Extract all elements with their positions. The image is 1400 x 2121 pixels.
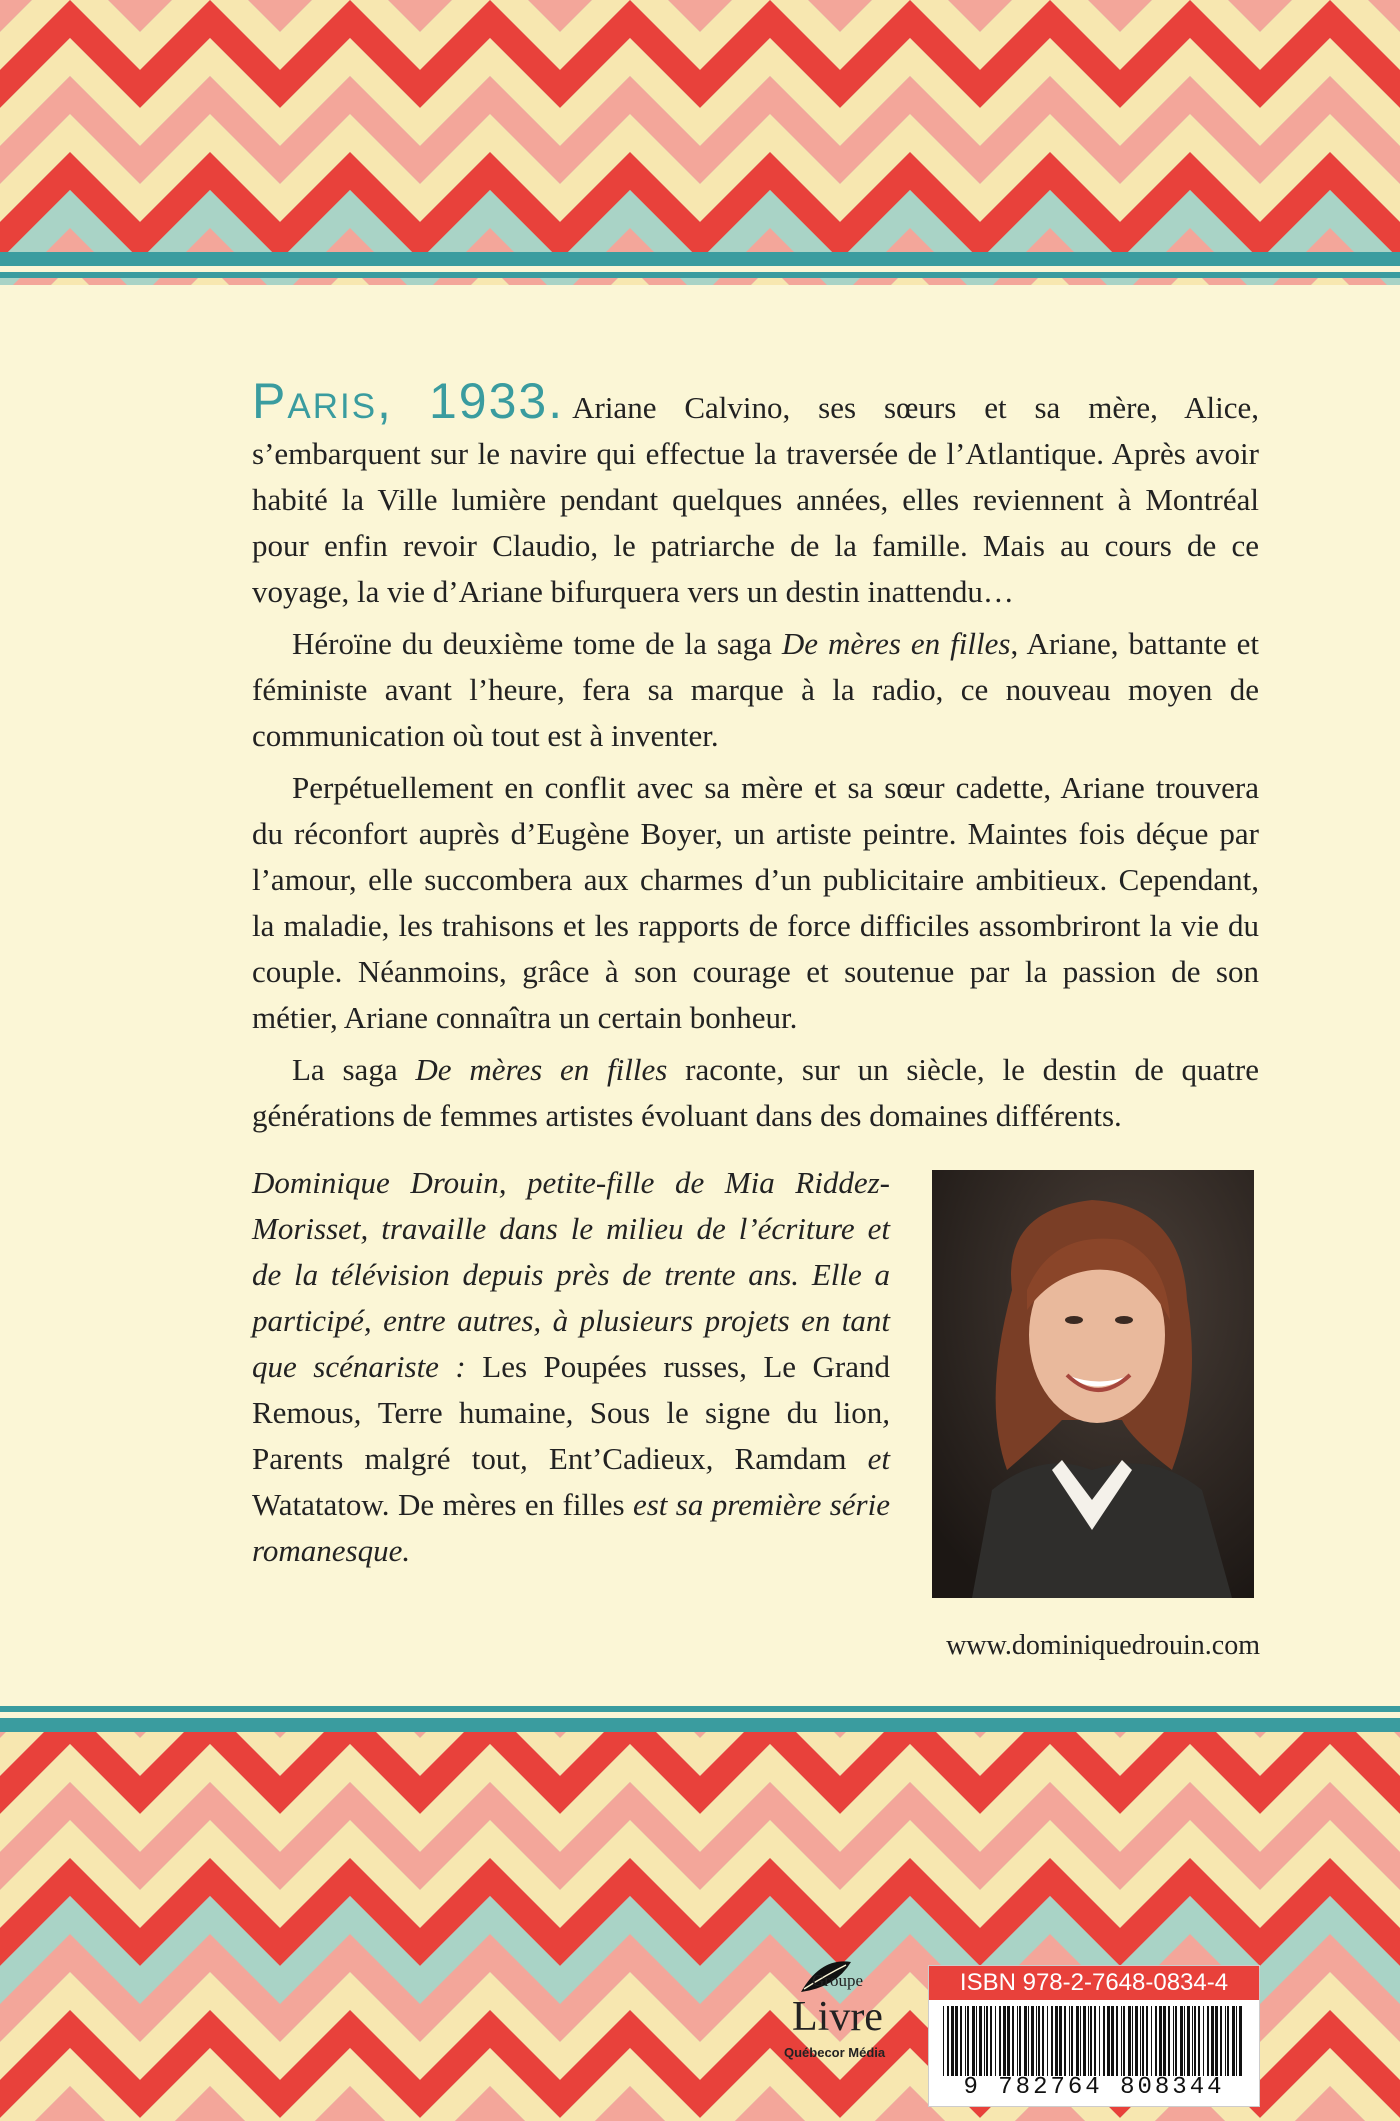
barcode-bar bbox=[1168, 2006, 1170, 2076]
barcode-bar bbox=[1099, 2006, 1100, 2076]
teal-border-stripe bbox=[0, 1712, 1400, 1718]
barcode-bar bbox=[1159, 2006, 1162, 2076]
teal-border-stripe bbox=[0, 1718, 1400, 1732]
blurb-paragraph-4 bbox=[252, 1047, 1259, 1139]
barcode-bar bbox=[1036, 2006, 1037, 2076]
barcode-bar bbox=[1031, 2006, 1034, 2076]
series-title: De mères en filles bbox=[397, 1487, 625, 1522]
barcode-bar bbox=[1007, 2006, 1010, 2076]
blurb-p1-text: Ariane Calvino, ses sœurs et sa mère, Alice, s’embarquent sur le navire qui effectue la traversée de l’Atlantique. Après avoir habité la Ville lumière pendant quelques années, elles reviennent à Montréal pour enfin revoir Claudio, le patriarche de la famille. Mais au cours de ce voyage, la vie d’Ariane bifurquera vers un destin inattendu… bbox=[252, 390, 1259, 609]
barcode-bar bbox=[1090, 2006, 1092, 2076]
barcode-bar bbox=[1083, 2006, 1086, 2076]
show-title: Le Grand Remous bbox=[252, 1349, 891, 1430]
author-bio bbox=[252, 1160, 890, 1574]
bio-separator: , bbox=[882, 1395, 891, 1430]
show-title: Ramdam bbox=[734, 1441, 847, 1476]
barcode-bar bbox=[1103, 2006, 1105, 2076]
show-title: Ent’Cadieux bbox=[548, 1441, 706, 1476]
barcode-bar bbox=[1088, 2006, 1089, 2076]
barcode-bar bbox=[1225, 2006, 1226, 2076]
teal-border-stripe bbox=[0, 1706, 1400, 1712]
barcode-bar bbox=[984, 2006, 985, 2076]
barcode-bar bbox=[965, 2006, 966, 2076]
barcode-bar bbox=[960, 2006, 962, 2076]
bio-separator: , bbox=[519, 1441, 549, 1476]
bio-separator: , bbox=[353, 1395, 378, 1430]
show-title: Les Poupées russes bbox=[482, 1349, 740, 1384]
barcode-bar bbox=[1128, 2006, 1131, 2076]
show-title: Watatatow bbox=[252, 1487, 382, 1522]
barcode-bar bbox=[1003, 2006, 1006, 2076]
barcode-bar bbox=[947, 2006, 949, 2076]
blurb-paragraph-2 bbox=[252, 621, 1259, 759]
barcode-bar bbox=[1135, 2006, 1138, 2076]
barcode-bar bbox=[1142, 2006, 1144, 2076]
blurb-paragraph-1 bbox=[252, 373, 1259, 615]
bio-intro: Dominique Drouin, petite-fille de Mia Riddez-Morisset, travaille dans le milieu de l’écriture et de la télévision depuis près de trente ans. Elle a participé, entre autres, à plusieurs projets en tant que scénariste : bbox=[252, 1165, 890, 1384]
author-photo bbox=[932, 1170, 1254, 1598]
barcode-bar bbox=[967, 2006, 969, 2076]
barcode-bar bbox=[1155, 2006, 1157, 2076]
barcode-bar bbox=[979, 2006, 982, 2076]
barcode-bar bbox=[1232, 2006, 1235, 2076]
barcode-bar bbox=[1198, 2006, 1200, 2076]
bio-outro: est sa première série romanesque. bbox=[252, 1487, 890, 1568]
barcode-bar bbox=[972, 2006, 975, 2076]
barcode-bar bbox=[1187, 2006, 1190, 2076]
publisher-media-label: Québecor Média bbox=[784, 2045, 886, 2060]
barcode-bar bbox=[1055, 2006, 1058, 2076]
barcode-bar bbox=[1059, 2006, 1062, 2076]
saga-title: De mères en filles bbox=[415, 1052, 668, 1087]
barcode-bar bbox=[1042, 2006, 1044, 2076]
barcode-bar bbox=[995, 2006, 996, 2076]
barcode-bar bbox=[976, 2006, 977, 2076]
blurb-p4-text-b: raconte, sur un siècle, le destin de quatre générations de femmes artistes évoluant dans des domaines différents. bbox=[252, 1052, 1259, 1133]
author-website-link[interactable]: www.dominiquedrouin.com bbox=[946, 1630, 1260, 1661]
isbn-barcode-box bbox=[928, 1965, 1260, 2107]
barcode-bar bbox=[1207, 2006, 1209, 2076]
barcode-bar bbox=[1012, 2006, 1014, 2076]
blurb-p2-text-b: , Ariane, battante et féministe avant l’heure, fera sa marque à la radio, ce nouveau moyen de communication où tout est à inventer. bbox=[252, 626, 1259, 753]
blurb-p3-text: Perpétuellement en conflit avec sa mère et sa sœur cadette, Ariane trouvera du réconfort auprès d’Eugène Boyer, un artiste peintre. Maintes fois déçue par l’amour, elle succombera aux charmes d’un publicitaire ambitieux. Cependant, la maladie, les trahisons et les rapports de force difficiles assombriront la vie du couple. Néanmoins, grâce à son courage et soutenue par la passion de son métier, Ariane connaîtra un certain bonheur. bbox=[252, 770, 1259, 1035]
barcode-bar bbox=[1111, 2006, 1114, 2076]
publisher-groupe-label: Groupe bbox=[812, 1971, 863, 1990]
barcode-bar bbox=[1140, 2006, 1141, 2076]
barcode-bar bbox=[1064, 2006, 1066, 2076]
teal-border-stripe bbox=[0, 252, 1400, 266]
saga-title: De mères en filles bbox=[781, 626, 1011, 661]
barcode-bar bbox=[1194, 2006, 1196, 2076]
barcode-bar bbox=[1173, 2006, 1174, 2076]
teal-border-stripe bbox=[0, 266, 1400, 272]
back-cover-blurb bbox=[252, 373, 1259, 1145]
barcode-bar bbox=[1239, 2006, 1242, 2076]
barcode-bar bbox=[1107, 2006, 1110, 2076]
show-title: Sous le signe du lion bbox=[589, 1395, 883, 1430]
bio-separator: , bbox=[739, 1349, 764, 1384]
barcode-bar bbox=[1019, 2006, 1021, 2076]
barcode-bar bbox=[1028, 2006, 1029, 2076]
barcode-bar bbox=[1215, 2006, 1218, 2076]
blurb-paragraph-3 bbox=[252, 765, 1259, 1041]
barcode-bar bbox=[986, 2006, 988, 2076]
barcode-bar bbox=[1071, 2006, 1073, 2076]
barcode-bar bbox=[1051, 2006, 1053, 2076]
barcode-bar bbox=[1123, 2006, 1125, 2076]
show-title: Parents malgré tout bbox=[252, 1441, 520, 1476]
barcode-bar bbox=[1175, 2006, 1177, 2076]
barcode-bar bbox=[990, 2006, 992, 2076]
barcode-bar bbox=[1236, 2006, 1237, 2076]
barcode-bar bbox=[1180, 2006, 1183, 2076]
barcode-bar bbox=[951, 2006, 954, 2076]
blurb-p4-text-a: La saga bbox=[292, 1052, 416, 1087]
barcode-bar bbox=[1163, 2006, 1166, 2076]
barcode-bar bbox=[1220, 2006, 1222, 2076]
barcode-bar bbox=[1094, 2006, 1096, 2076]
blurb-lead-heading: Paris, 1933. bbox=[252, 373, 565, 429]
barcode-bar bbox=[1203, 2006, 1204, 2076]
barcode-bar bbox=[1227, 2006, 1229, 2076]
barcode-bar bbox=[1038, 2006, 1040, 2076]
isbn-label: ISBN 978-2-7648-0834-4 bbox=[929, 1966, 1259, 2000]
show-title: Terre humaine bbox=[377, 1395, 566, 1430]
barcode-bar bbox=[1017, 2006, 1018, 2076]
barcode-bar bbox=[1047, 2006, 1048, 2076]
blurb-p2-text-a: Héroïne du deuxième tome de la saga bbox=[292, 626, 782, 661]
barcode-bar bbox=[1116, 2006, 1118, 2076]
teal-border-stripe bbox=[0, 272, 1400, 278]
barcode-bar bbox=[1121, 2006, 1122, 2076]
barcode-bar bbox=[943, 2006, 944, 2076]
barcode-bar bbox=[1184, 2006, 1185, 2076]
publisher-logo bbox=[762, 1965, 892, 2075]
barcode-bar bbox=[1192, 2006, 1193, 2076]
barcode-bar bbox=[955, 2006, 958, 2076]
bio-separator: et bbox=[846, 1441, 891, 1476]
barcode-bar bbox=[1151, 2006, 1152, 2076]
barcode-bar bbox=[1080, 2006, 1081, 2076]
barcode-bar bbox=[1211, 2006, 1214, 2076]
publisher-livre-label: Livre bbox=[792, 1994, 883, 2040]
bio-separator: , bbox=[705, 1441, 735, 1476]
barcode-bar bbox=[1146, 2006, 1148, 2076]
barcode-bar bbox=[1076, 2006, 1079, 2076]
barcode-bar bbox=[999, 2006, 1001, 2076]
barcode-bar bbox=[1069, 2006, 1070, 2076]
top-chevron-pattern bbox=[0, 0, 1400, 285]
barcode-icon bbox=[939, 2006, 1249, 2076]
bio-separator: , bbox=[565, 1395, 590, 1430]
barcode-bar bbox=[1132, 2006, 1133, 2076]
bio-separator: . bbox=[381, 1487, 398, 1522]
barcode-digits: 9 782764 808344 bbox=[963, 2074, 1225, 2101]
barcode-bar bbox=[1024, 2006, 1027, 2076]
